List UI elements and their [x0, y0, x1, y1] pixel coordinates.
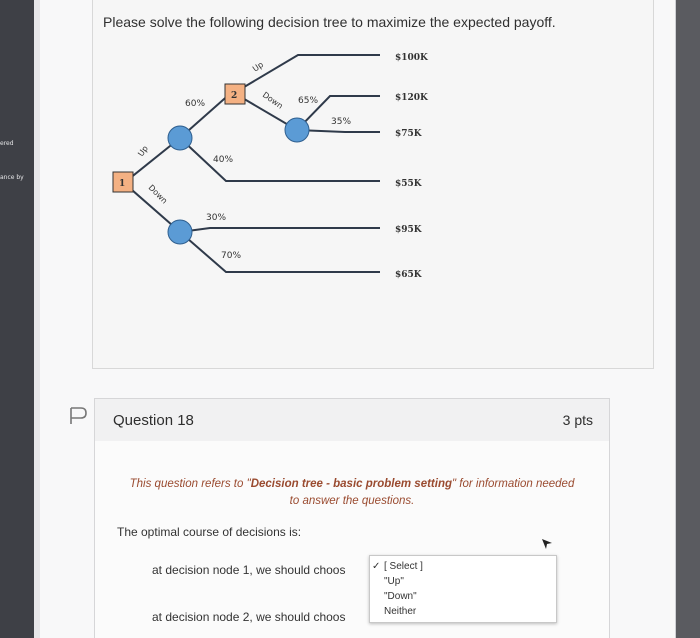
- optimal-label: The optimal course of decisions is:: [117, 525, 302, 539]
- row-node2-label: at decision node 2, we should choos: [152, 610, 346, 624]
- row-node1-label: at decision node 1, we should choos: [152, 563, 346, 577]
- question-prompt: Please solve the following decision tree to maximize the expected payoff.: [103, 14, 556, 30]
- branch-70: [180, 232, 380, 272]
- branch-node2-up: [234, 55, 380, 93]
- prob-40: 40%: [213, 155, 234, 165]
- decision-node-2-label: 2: [231, 91, 238, 101]
- branch-label-down: Down: [146, 183, 169, 206]
- chance-node-c: [168, 220, 192, 244]
- reference-title: Decision tree - basic problem setting: [250, 478, 452, 490]
- payoff: $55K: [395, 179, 422, 189]
- dropdown-option[interactable]: Neither: [384, 606, 417, 617]
- payoff: $95K: [395, 225, 422, 235]
- prob-30: 30%: [206, 213, 227, 223]
- decision-node-1-label: 1: [119, 179, 126, 189]
- mouse-cursor-icon: [541, 538, 553, 550]
- dropdown-option[interactable]: "Down": [384, 591, 417, 602]
- branch-label-up: Up: [136, 144, 150, 159]
- bookmark-flag-icon[interactable]: [66, 404, 90, 428]
- prob-35: 35%: [331, 117, 352, 127]
- branch-30: [180, 228, 380, 232]
- node1-select-dropdown[interactable]: [369, 555, 557, 623]
- prob-65: 65%: [298, 96, 319, 106]
- prob-70: 70%: [221, 251, 242, 261]
- chance-node-b: [285, 118, 309, 142]
- prob-60: 60%: [185, 99, 206, 109]
- payoff: $120K: [395, 93, 428, 103]
- question-header: [94, 398, 610, 442]
- chance-node-a: [168, 126, 192, 150]
- check-icon: ✓: [372, 561, 381, 572]
- payoff: $100K: [395, 53, 428, 63]
- branch-label-node2-down: Down: [260, 90, 285, 111]
- branch-40: [180, 138, 380, 181]
- side-text: ance by: [0, 174, 24, 181]
- payoff: $65K: [395, 270, 422, 280]
- question-name: Question 18: [113, 412, 194, 429]
- side-text: ered: [0, 140, 14, 147]
- branch-label-node2-up: Up: [250, 59, 266, 74]
- dropdown-option[interactable]: "Up": [384, 576, 404, 587]
- payoff: $75K: [395, 129, 422, 139]
- question-points: 3 pts: [562, 412, 593, 428]
- reference-note: This question refers to "Decision tree - basic problem setting" for information needed to answer the questions.: [129, 478, 575, 507]
- dropdown-option[interactable]: [ Select ]: [384, 561, 423, 572]
